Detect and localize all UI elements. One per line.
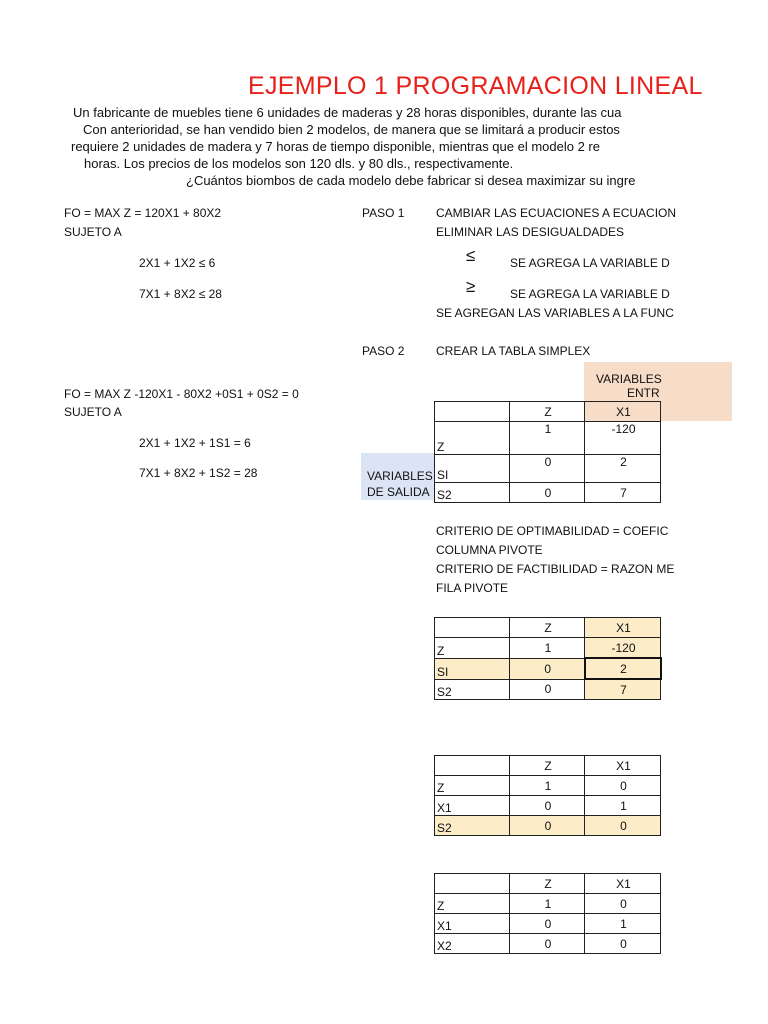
table-cell: 0 xyxy=(585,816,661,836)
table-header-row xyxy=(435,874,661,894)
table-cell: -120 xyxy=(585,638,661,659)
table-row xyxy=(435,894,661,914)
pivot-cell: 2 xyxy=(585,658,661,679)
table-header-cell xyxy=(435,756,510,776)
intro-line-5: ¿Cuántos biombos de cada modelo debe fabricar si desea maximizar su ingre xyxy=(186,173,636,188)
criterion-feasibility: CRITERIO DE FACTIBILIDAD = RAZON ME xyxy=(436,562,675,576)
intro-line-1: Un fabricante de muebles tiene 6 unidades de maderas y 28 horas disponibles, durante las cua xyxy=(73,105,622,120)
table-cell: 2 xyxy=(585,455,661,483)
leaving-variables-label-2: DE SALIDA xyxy=(367,485,430,499)
table-row xyxy=(435,816,661,836)
table-cell: 1 xyxy=(585,914,661,934)
leaving-variables-label-1: VARIABLES xyxy=(367,469,433,483)
table-cell: X1 xyxy=(435,914,510,934)
table-row xyxy=(435,638,661,659)
constraint-standard-1: 2X1 + 1X2 + 1S1 = 6 xyxy=(139,436,251,450)
table-cell: 0 xyxy=(510,816,585,836)
table-row-pivot xyxy=(435,658,661,679)
table-cell: 0 xyxy=(510,796,585,816)
constraint-1: 2X1 + 1X2 ≤ 6 xyxy=(139,256,216,270)
table-cell: Z xyxy=(435,638,510,659)
subject-to-label-2: SUJETO A xyxy=(64,405,122,419)
entering-variables-label-1: VARIABLES xyxy=(596,372,662,386)
table-cell: -120 xyxy=(585,422,661,455)
table-row xyxy=(435,455,661,483)
objective-function-standard: FO = MAX Z -120X1 - 80X2 +0S1 + 0S2 = 0 xyxy=(64,387,299,401)
table-row xyxy=(435,483,661,503)
table-cell: 1 xyxy=(585,796,661,816)
table-header-cell: X1 xyxy=(585,618,661,638)
pivot-row-label: FILA PIVOTE xyxy=(436,581,509,595)
intro-line-4: horas. Los precios de los modelos son 120 dls. y 80 dls., respectivamente. xyxy=(84,156,514,171)
less-equal-symbol: ≤ xyxy=(466,246,476,265)
constraint-standard-2: 7X1 + 8X2 + 1S2 = 28 xyxy=(139,466,258,480)
greater-equal-symbol: ≥ xyxy=(466,277,476,296)
table-header-cell: X1 xyxy=(585,402,661,422)
pivot-column-label: COLUMNA PIVOTE xyxy=(436,543,543,557)
simplex-table-pivot xyxy=(434,617,662,700)
table-cell: 0 xyxy=(510,658,585,679)
table-cell: Z xyxy=(435,422,510,455)
table-header-row xyxy=(435,756,661,776)
criterion-optimality: CRITERIO DE OPTIMABILIDAD = COEFIC xyxy=(436,524,669,538)
paso1-line-2: ELIMINAR LAS DESIGUALDADES xyxy=(436,225,625,239)
paso1-line-3: SE AGREGAN LAS VARIABLES A LA FUNC xyxy=(436,306,674,320)
table-header-cell: Z xyxy=(510,756,585,776)
objective-function: FO = MAX Z = 120X1 + 80X2 xyxy=(64,206,222,220)
table-cell: 0 xyxy=(585,934,661,954)
table-cell: 1 xyxy=(510,638,585,659)
table-header-cell xyxy=(435,402,510,422)
table-header-cell: X1 xyxy=(585,756,661,776)
table-cell: 1 xyxy=(510,422,585,455)
table-cell: SI xyxy=(435,455,510,483)
paso1-le-text: SE AGREGA LA VARIABLE D xyxy=(510,256,670,270)
table-cell: S2 xyxy=(435,816,510,836)
table-cell: 0 xyxy=(510,934,585,954)
entering-variables-label-2: ENTR xyxy=(627,386,660,400)
table-header-cell xyxy=(435,618,510,638)
table-row xyxy=(435,679,661,700)
table-cell: 0 xyxy=(510,483,585,503)
paso2-label: PASO 2 xyxy=(362,344,405,358)
table-header-row xyxy=(435,618,661,638)
table-header-cell: Z xyxy=(510,618,585,638)
table-cell: 1 xyxy=(510,894,585,914)
table-header-cell: Z xyxy=(510,874,585,894)
table-row xyxy=(435,776,661,796)
table-cell: 7 xyxy=(585,679,661,700)
paso1-line-1: CAMBIAR LAS ECUACIONES A ECUACION xyxy=(436,206,677,220)
table-cell: X1 xyxy=(435,796,510,816)
table-header-cell: X1 xyxy=(585,874,661,894)
table-cell: 7 xyxy=(585,483,661,503)
page-title: EJEMPLO 1 PROGRAMACION LINEAL xyxy=(248,72,703,100)
simplex-table-iteration-2 xyxy=(434,873,661,954)
table-row xyxy=(435,422,661,455)
table-row xyxy=(435,796,661,816)
table-cell: 1 xyxy=(510,776,585,796)
table-cell: S2 xyxy=(435,483,510,503)
constraint-2: 7X1 + 8X2 ≤ 28 xyxy=(139,287,222,301)
simplex-table-initial xyxy=(434,401,661,503)
table-cell: S2 xyxy=(435,679,510,700)
table-cell: Z xyxy=(435,894,510,914)
table-cell: X2 xyxy=(435,934,510,954)
table-cell: 0 xyxy=(585,776,661,796)
paso1-label: PASO 1 xyxy=(362,206,405,220)
table-cell: 0 xyxy=(510,455,585,483)
table-header-row xyxy=(435,402,661,422)
subject-to-label: SUJETO A xyxy=(64,225,122,239)
table-cell: Z xyxy=(435,776,510,796)
paso1-ge-text: SE AGREGA LA VARIABLE D xyxy=(510,287,670,301)
simplex-table-iteration-1 xyxy=(434,755,661,836)
intro-line-2: Con anterioridad, se han vendido bien 2 modelos, de manera que se limitará a producir estos xyxy=(83,122,620,137)
intro-line-3: requiere 2 unidades de madera y 7 horas de tiempo disponible, mientras que el modelo 2 re xyxy=(71,139,600,154)
table-header-cell xyxy=(435,874,510,894)
table-cell: 0 xyxy=(510,679,585,700)
table-cell: 0 xyxy=(585,894,661,914)
paso2-text: CREAR LA TABLA SIMPLEX xyxy=(436,344,591,358)
table-cell: 0 xyxy=(510,914,585,934)
table-row xyxy=(435,934,661,954)
table-cell: SI xyxy=(435,658,510,679)
table-header-cell: Z xyxy=(510,402,585,422)
table-row xyxy=(435,914,661,934)
